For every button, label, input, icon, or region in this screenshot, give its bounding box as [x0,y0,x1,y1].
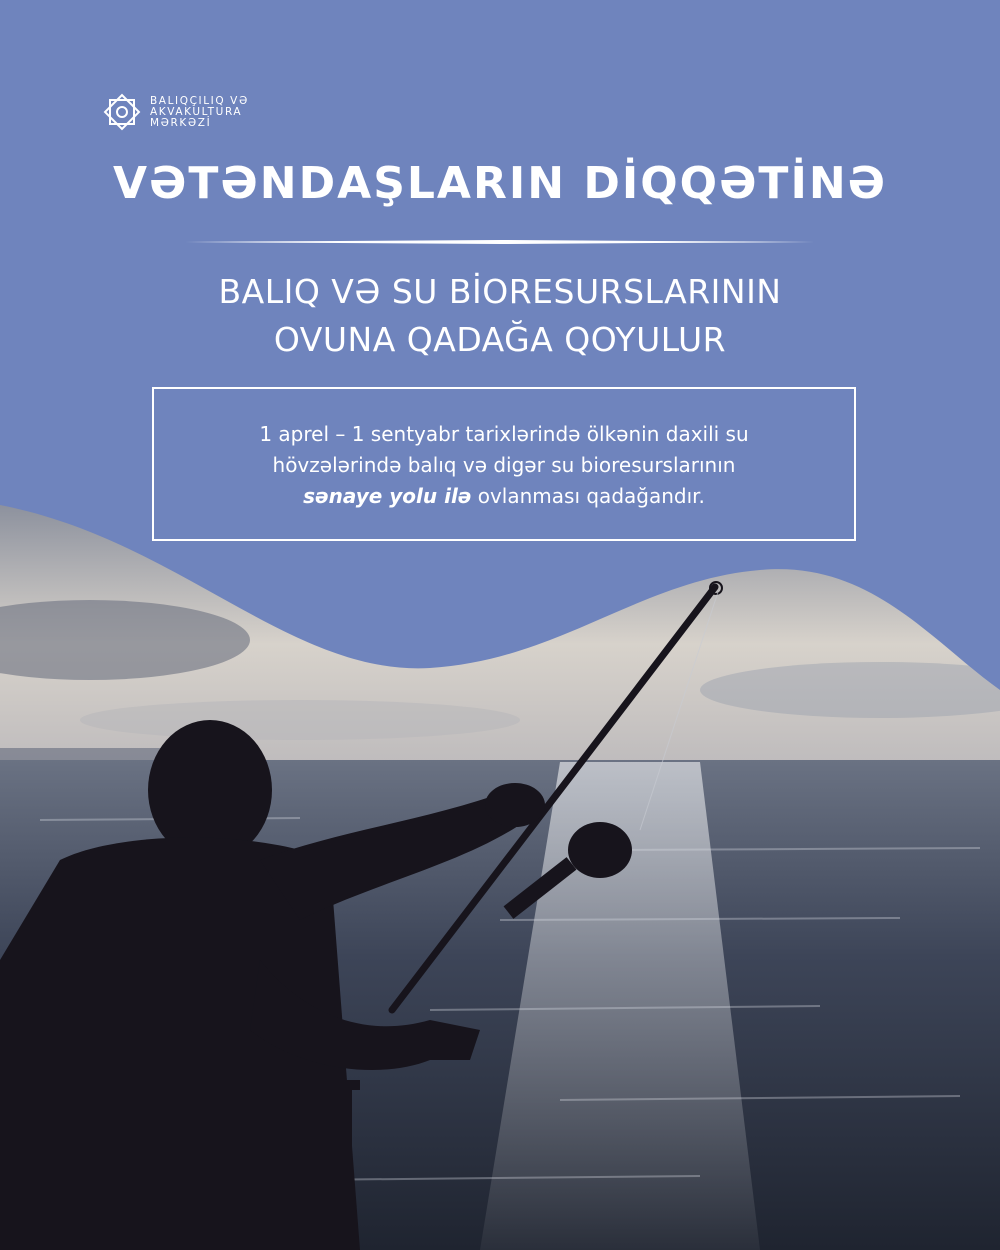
notice-emphasis: sənaye yolu ilə [303,484,472,508]
notice-line-2: hövzələrində balıq və digər su bioresurslarının [272,453,736,477]
logo-line: AKVAKULTURA [150,105,243,118]
notice-line-1: 1 aprel – 1 sentyabr tarixlərində ölkənin daxili su [259,422,749,446]
subheadline [0,268,1000,364]
logo-line: MƏRKƏZİ [150,116,212,129]
notice-line-3-rest: ovlanması qadağandır. [471,484,705,508]
star-knot-icon [100,90,144,134]
divider [185,240,815,244]
logo [100,90,249,134]
headline: VƏTƏNDAŞLARIN DİQQƏTİNƏ [113,158,887,209]
subheadline-line-1: BALIQ VƏ SU BİORESURSLARININ [218,272,782,311]
notice-line-3 [154,481,854,512]
subheadline-line-2: OVUNA QADAĞA QOYULUR [273,320,727,359]
notice-text [154,419,854,512]
notice-box [152,387,856,541]
logo-text [150,96,249,129]
logo-line: BALIQÇILIQ VƏ [150,94,249,107]
